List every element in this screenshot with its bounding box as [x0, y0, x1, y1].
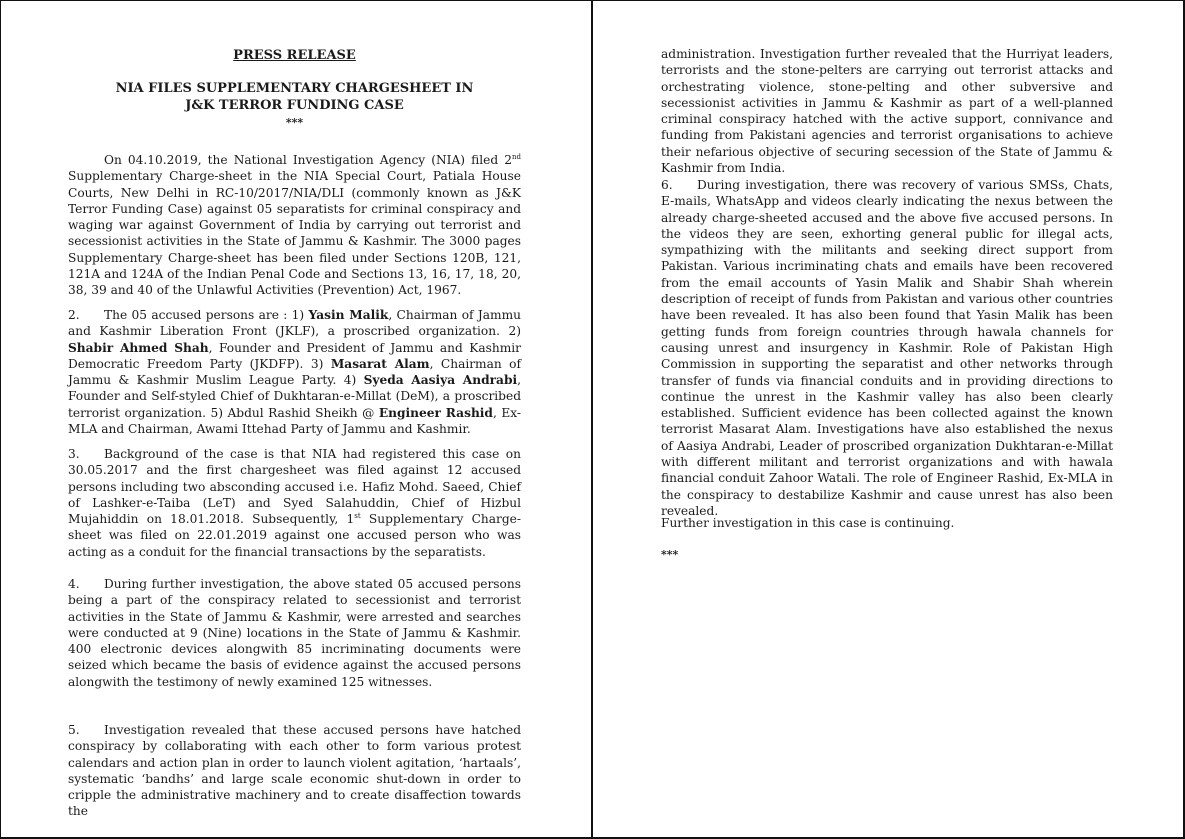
paragraph-5-text: Investigation revealed that these accused persons have hatched conspiracy by collaborating with each other to form various protest calendars and action plan in order to launch violent agitation, ‘hartaals’, systematic ‘bandhs’ and large scale economic shut-down in order to cripple the administrative machinery and to create disaffection towards the: [68, 723, 521, 819]
paragraph-4: [68, 576, 521, 690]
accused-name: Syeda Aasiya Andrabi: [363, 373, 518, 388]
paragraph-3-text-a: Background of the case is that NIA had registered this case on 30.05.2017 and the first chargesheet was filed against 12 accused persons including two absconding accused i.e. Hafiz Mohd. Saeed, Chief of Lashker-e-Taiba (LeT) and Syed Salahuddin, Chief of Hizbul Mujahiddin on 18.01.2018. Subsequently, 1: [68, 447, 521, 527]
paragraph-number: 5.: [68, 723, 80, 737]
paragraph-5-continued: administration. Investigation further revealed that the Hurriyat leaders, terrorists and the stone-pelters are carrying out terrorist attacks and orchestrating violence, stone-pelting and other subversive and secessionist activities in Jammu & Kashmir as part of a well-planned criminal conspiracy hatched with the active support, connivance and funding from Pakistani agencies and terrorist organisations to achieve their nefarious objective of securing secession of the State of Jammu & Kashmir from India.: [661, 47, 1113, 176]
accused-name: Yasin Malik: [308, 308, 389, 322]
paragraph-number: 3.: [68, 447, 80, 461]
page-divider: [591, 0, 593, 839]
paragraph-2-text: , Chairman of Jammu & Kashmir Muslim League Party. 4): [68, 356, 522, 388]
paragraph-2-text: The 05 accused persons are : 1): [104, 308, 309, 322]
paragraph-1-text-a: On 04.10.2019, the National Investigation Agency (NIA) filed 2: [104, 153, 512, 167]
paragraph-3: [68, 446, 521, 560]
paragraph-number: 2.: [68, 308, 80, 322]
closing-statement: Further investigation in this case is continuing.: [661, 516, 955, 530]
paragraph-6: [661, 177, 1113, 519]
right-page: [661, 0, 1113, 839]
paragraph-4-text: During further investigation, the above stated 05 accused persons being a part of the conspiracy related to secessionist and terrorist activities in the State of Jammu & Kashmir, were arrested and searches were conducted at 9 (Nine) locations in the State of Jammu & Kashmir. 400 electronic devices alongwith 85 incriminating documents were seized which became the basis of evidence against the accused persons alongwith the testimony of newly examined 125 witnesses.: [68, 577, 521, 689]
paragraph-3-text-b: Supplementary Charge-sheet was filed on 22.01.2019 against one accused person who was acting as a conduit for the financial transactions by the separatists.: [68, 512, 521, 559]
paragraph-number: 6.: [661, 178, 673, 192]
ordinal-superscript: st: [354, 512, 361, 521]
paragraph-number: 4.: [68, 577, 80, 591]
paragraph-2-text: , Founder and President of Jammu and Kashmir Democratic Freedom Party (JKDFP). 3): [68, 340, 521, 371]
paragraph-2: [68, 307, 521, 437]
paragraph-2-text: , Ex-MLA and Chairman, Awami Ittehad Party of Jammu and Kashmir.: [68, 405, 522, 437]
left-page: [68, 0, 521, 839]
headline-line-1: NIA FILES SUPPLEMENTARY CHARGESHEET IN: [115, 81, 474, 96]
headline-line-2: J&K TERROR FUNDING CASE: [185, 98, 404, 113]
accused-name: Masarat Alam: [330, 356, 430, 371]
paragraph-1: [68, 152, 521, 299]
accused-name: Engineer Rashid: [378, 405, 493, 420]
paragraph-1-text-b: Supplementary Charge-sheet in the NIA Special Court, Patiala House Courts, New Delhi in RC-10/2017/NIA/DLI (commonly known as J&K Terror Funding Case) against 05 separatists for criminal conspiracy and waging war against Government of India by carrying out terrorist and secessionist activities in the State of Jammu & Kashmir. The 3000 pages Supplementary Charge-sheet has been filed under Sections 120B, 121, 121A and 124A of the Indian Penal Code and Sections 13, 16, 17, 18, 20, 38, 39 and 40 of the Unlawful Activities (Prevention) Act, 1967.: [68, 169, 521, 298]
headline: [68, 80, 521, 131]
press-release-heading: PRESS RELEASE: [233, 48, 356, 63]
paragraph-5: [68, 722, 521, 820]
ordinal-superscript: nd: [512, 153, 521, 161]
paragraph-2-text: , Chairman of Jammu and Kashmir Liberation Front (JKLF), a proscribed organization. 2): [68, 308, 521, 339]
paragraph-6-text: During investigation, there was recovery of various SMSs, Chats, E-mails, WhatsApp and videos clearly indicating the nexus between the already charge-sheeted accused and the above five accused persons. In the videos they are seen, exhorting general public for illegal acts, sympathizing with the militants and seeking direct support from Pakistan. Various incriminating chats and emails have been recovered from the email accounts of Yasin Malik and Shabir Shah wherein description of receipt of funds from Pakistan and various other countries have been revealed. It has also been found that Yasin Malik has been getting funds from foreign countries through hawala channels for causing unrest and insurgency in Kashmir. Role of Pakistan High Commission in supporting the separatist and other networks through transfer of funds via financial conduits and in providing directions to continue the unrest in the Kashmir valley has also been clearly established. Sufficient evidence has been collected against the known terrorist Masarat Alam. Investigations have also established the nexus of Aasiya Andrabi, Leader of proscribed organization Dukhtaran-e-Millat with different militant and terrorist organizations and with hawala financial conduit Zahoor Watali. The role of Engineer Rashid, Ex-MLA in the conspiracy to destabilize Kashmir and cause unrest has also been revealed.: [661, 178, 1113, 518]
headline-separator: ***: [285, 116, 304, 129]
paragraph-2-text: , Founder and Self-styled Chief of Dukhtaran-e-Millat (DeM), a proscribed terrorist organization. 5) Abdul Rashid Sheikh @: [68, 373, 521, 420]
closing-separator: ***: [661, 548, 679, 561]
accused-name: Shabir Ahmed Shah: [68, 340, 209, 355]
